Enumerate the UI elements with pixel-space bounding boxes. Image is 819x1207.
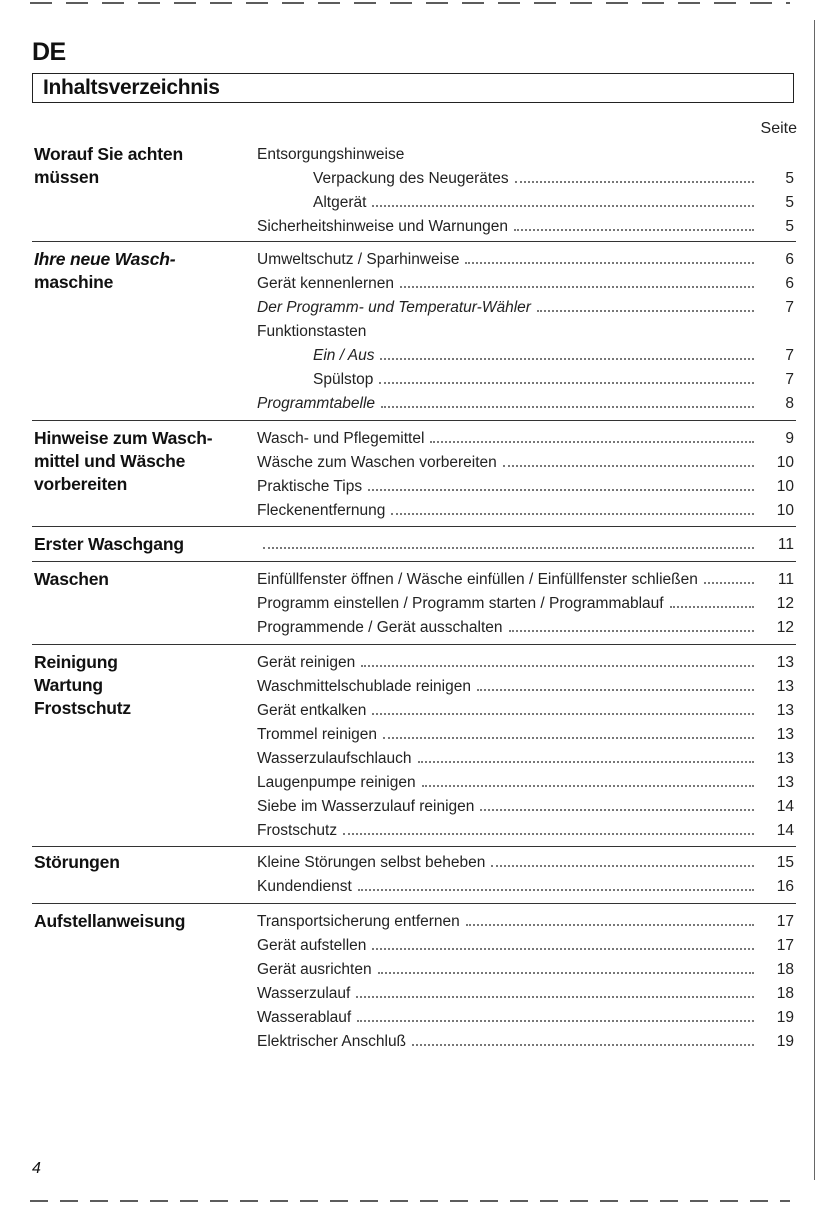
dot-leader bbox=[418, 761, 755, 763]
entry-label: Trommel reinigen bbox=[257, 726, 378, 743]
title-box bbox=[32, 73, 794, 103]
entry-label: Siebe im Wasserzulauf reinigen bbox=[257, 798, 475, 815]
dot-leader bbox=[372, 205, 754, 207]
section-divider bbox=[32, 561, 796, 562]
toc-entry[interactable] bbox=[257, 851, 794, 875]
entry-label: Programm einstellen / Programm starten / Programmablauf bbox=[257, 595, 664, 612]
page-number: 4 bbox=[32, 1160, 41, 1177]
entry-label: Gerät entkalken bbox=[257, 702, 367, 719]
dot-leader bbox=[368, 489, 754, 491]
toc-entry[interactable] bbox=[257, 592, 794, 616]
section-heading bbox=[34, 651, 131, 720]
entry-label: Wasserablauf bbox=[257, 1009, 352, 1026]
toc-entry[interactable] bbox=[257, 1030, 794, 1054]
entry-label: Funktionstasten bbox=[257, 323, 367, 340]
entry-page-number: 5 bbox=[785, 170, 794, 187]
section-heading-line: Wartung bbox=[34, 675, 103, 695]
dot-leader bbox=[381, 406, 754, 408]
toc-entry[interactable] bbox=[257, 272, 794, 296]
toc-entry[interactable] bbox=[257, 723, 794, 747]
toc-entry[interactable] bbox=[257, 451, 794, 475]
scan-edge-right bbox=[814, 20, 815, 1180]
section-heading bbox=[34, 248, 175, 294]
entry-label: Gerät reinigen bbox=[257, 654, 356, 671]
entry-label: Praktische Tips bbox=[257, 478, 363, 495]
section-heading bbox=[34, 568, 109, 591]
toc-entry[interactable] bbox=[257, 875, 794, 899]
toc-entry[interactable] bbox=[257, 1006, 794, 1030]
entry-page-number: 7 bbox=[785, 371, 794, 388]
dot-leader bbox=[356, 996, 754, 998]
toc-entry[interactable] bbox=[257, 167, 794, 191]
section-heading bbox=[34, 143, 183, 189]
entry-label: Gerät aufstellen bbox=[257, 937, 367, 954]
entry-label: Der Programm- und Temperatur-Wähler bbox=[257, 299, 531, 316]
dot-leader bbox=[412, 1044, 754, 1046]
toc-entry[interactable] bbox=[257, 248, 794, 272]
entry-page-number: 18 bbox=[776, 985, 794, 1002]
section-heading-line: vorbereiten bbox=[34, 474, 128, 494]
toc-entry[interactable] bbox=[257, 958, 794, 982]
section-heading-line: Frostschutz bbox=[34, 698, 131, 718]
section-heading-line: Hinweise zum Wasch- bbox=[34, 428, 213, 448]
toc-entry[interactable] bbox=[257, 499, 794, 523]
entry-label: Frostschutz bbox=[257, 822, 338, 839]
entry-label: Programmende / Gerät ausschalten bbox=[257, 619, 503, 636]
toc-entry[interactable] bbox=[257, 344, 794, 368]
entry-list bbox=[257, 143, 794, 239]
entry-page-number: 11 bbox=[777, 536, 794, 553]
dot-leader bbox=[358, 889, 754, 891]
entry-page-number: 11 bbox=[777, 571, 794, 588]
entry-label: Ein / Aus bbox=[313, 347, 375, 364]
toc-entry[interactable] bbox=[257, 934, 794, 958]
dot-leader bbox=[491, 865, 754, 867]
entry-page-number: 12 bbox=[776, 619, 794, 636]
section-heading-line: Reinigung bbox=[34, 652, 118, 672]
toc-entry[interactable] bbox=[257, 675, 794, 699]
scan-edge-bottom bbox=[30, 1200, 790, 1202]
section-heading bbox=[34, 851, 120, 874]
dot-leader bbox=[343, 833, 754, 835]
entry-page-number: 5 bbox=[785, 194, 794, 211]
toc-entry[interactable] bbox=[257, 533, 794, 557]
dot-leader bbox=[400, 286, 754, 288]
entry-label: Kleine Störungen selbst beheben bbox=[257, 854, 486, 871]
entry-page-number: 7 bbox=[785, 299, 794, 316]
dot-leader bbox=[503, 465, 754, 467]
toc-entry[interactable] bbox=[257, 215, 794, 239]
dot-leader bbox=[391, 513, 754, 515]
toc-entry[interactable] bbox=[257, 651, 794, 675]
dot-leader bbox=[670, 606, 754, 608]
entry-label: Elektrischer Anschluß bbox=[257, 1033, 407, 1050]
entry-page-number: 17 bbox=[776, 937, 794, 954]
entry-label: Wasserzulaufschlauch bbox=[257, 750, 412, 767]
entry-page-number: 15 bbox=[776, 854, 794, 871]
toc-entry[interactable] bbox=[257, 320, 794, 344]
entry-page-number: 14 bbox=[776, 798, 794, 815]
dot-leader bbox=[509, 630, 754, 632]
section-divider bbox=[32, 846, 796, 847]
page-title: Inhaltsverzeichnis bbox=[43, 76, 220, 99]
entry-page-number: 6 bbox=[785, 275, 794, 292]
entry-list bbox=[257, 910, 794, 1054]
toc-entry[interactable] bbox=[257, 982, 794, 1006]
entry-page-number: 9 bbox=[785, 430, 794, 447]
toc-entry[interactable] bbox=[257, 368, 794, 392]
entry-page-number: 10 bbox=[776, 454, 794, 471]
dot-leader bbox=[357, 1020, 754, 1022]
entry-page-number: 17 bbox=[776, 913, 794, 930]
entry-label: Wäsche zum Waschen vorbereiten bbox=[257, 454, 497, 471]
entry-label: Umweltschutz / Sparhinweise bbox=[257, 251, 460, 268]
toc-entry[interactable] bbox=[257, 392, 794, 416]
dot-leader bbox=[477, 689, 754, 691]
dot-leader bbox=[515, 181, 754, 183]
entry-list bbox=[257, 651, 794, 843]
section-heading-line: Aufstellanweisung bbox=[34, 911, 186, 931]
entry-page-number: 5 bbox=[785, 218, 794, 235]
dot-leader bbox=[378, 972, 754, 974]
toc-entry[interactable] bbox=[257, 296, 794, 320]
entry-page-number: 16 bbox=[776, 878, 794, 895]
entry-list bbox=[257, 533, 794, 557]
toc-entry[interactable] bbox=[257, 819, 794, 843]
entry-page-number: 19 bbox=[776, 1009, 794, 1026]
dot-leader bbox=[372, 948, 754, 950]
dot-leader bbox=[372, 713, 754, 715]
section-heading-line: müssen bbox=[34, 167, 99, 187]
toc-entry[interactable] bbox=[257, 771, 794, 795]
section-divider bbox=[32, 526, 796, 527]
entry-label: Transportsicherung entfernen bbox=[257, 913, 460, 930]
dot-leader bbox=[537, 310, 754, 312]
scan-edge-top bbox=[30, 2, 790, 4]
dot-leader bbox=[465, 262, 754, 264]
entry-label: Gerät kennenlernen bbox=[257, 275, 395, 292]
entry-page-number: 12 bbox=[776, 595, 794, 612]
section-divider bbox=[32, 420, 796, 421]
entry-label: Spülstop bbox=[313, 371, 374, 388]
entry-label: Entsorgungshinweise bbox=[257, 146, 405, 163]
entry-list bbox=[257, 248, 794, 416]
section-heading-line: Ihre neue Wasch- bbox=[34, 249, 176, 269]
section-divider bbox=[32, 241, 796, 242]
toc-entry[interactable] bbox=[257, 143, 794, 167]
entry-list bbox=[257, 851, 794, 899]
page-column-label: Seite bbox=[760, 120, 797, 137]
section-heading-line: Erster Waschgang bbox=[34, 534, 184, 554]
language-code: DE bbox=[32, 38, 66, 66]
section-heading bbox=[34, 533, 184, 556]
dot-leader bbox=[704, 582, 754, 584]
section-heading-line: maschine bbox=[34, 272, 114, 292]
section-heading bbox=[34, 910, 185, 933]
entry-page-number: 13 bbox=[776, 654, 794, 671]
dot-leader bbox=[430, 441, 754, 443]
section-heading-line: Waschen bbox=[34, 569, 109, 589]
toc-entry[interactable] bbox=[257, 427, 794, 451]
entry-list bbox=[257, 568, 794, 640]
dot-leader bbox=[514, 229, 754, 231]
dot-leader bbox=[379, 382, 754, 384]
section-divider bbox=[32, 903, 796, 904]
dot-leader bbox=[380, 358, 754, 360]
toc-entry[interactable] bbox=[257, 795, 794, 819]
section-heading-line: Worauf Sie achten bbox=[34, 144, 183, 164]
entry-page-number: 13 bbox=[776, 726, 794, 743]
entry-page-number: 10 bbox=[776, 502, 794, 519]
entry-list bbox=[257, 427, 794, 523]
entry-label: Einfüllfenster öffnen / Wäsche einfüllen / Einfüllfenster schließen bbox=[257, 571, 698, 588]
section-divider bbox=[32, 644, 796, 645]
dot-leader bbox=[480, 809, 754, 811]
dot-leader bbox=[361, 665, 754, 667]
entry-page-number: 7 bbox=[785, 347, 794, 364]
toc-entry[interactable] bbox=[257, 699, 794, 723]
section-heading-line: mittel und Wäsche bbox=[34, 451, 186, 471]
entry-page-number: 6 bbox=[785, 251, 794, 268]
entry-page-number: 13 bbox=[776, 774, 794, 791]
entry-page-number: 14 bbox=[776, 822, 794, 839]
toc-entry[interactable] bbox=[257, 910, 794, 934]
dot-leader bbox=[466, 924, 754, 926]
entry-label: Programmtabelle bbox=[257, 395, 376, 412]
entry-label: Sicherheitshinweise und Warnungen bbox=[257, 218, 509, 235]
dot-leader bbox=[422, 785, 754, 787]
entry-label: Waschmittelschublade reinigen bbox=[257, 678, 471, 695]
toc-entry[interactable] bbox=[257, 616, 794, 640]
toc-entry[interactable] bbox=[257, 568, 794, 592]
entry-page-number: 10 bbox=[776, 478, 794, 495]
entry-label: Gerät ausrichten bbox=[257, 961, 372, 978]
entry-label: Laugenpumpe reinigen bbox=[257, 774, 416, 791]
entry-page-number: 13 bbox=[776, 678, 794, 695]
toc-entry[interactable] bbox=[257, 475, 794, 499]
toc-entry[interactable] bbox=[257, 747, 794, 771]
dot-leader bbox=[263, 547, 754, 549]
entry-page-number: 18 bbox=[776, 961, 794, 978]
entry-page-number: 8 bbox=[785, 395, 794, 412]
entry-label: Verpackung des Neugerätes bbox=[313, 170, 509, 187]
entry-label: Kundendienst bbox=[257, 878, 352, 895]
toc-entry[interactable] bbox=[257, 191, 794, 215]
section-heading bbox=[34, 427, 212, 496]
section-heading-line: Störungen bbox=[34, 852, 120, 872]
entry-page-number: 13 bbox=[776, 750, 794, 767]
entry-page-number: 13 bbox=[776, 702, 794, 719]
entry-label: Fleckenentfernung bbox=[257, 502, 386, 519]
dot-leader bbox=[383, 737, 754, 739]
entry-page-number: 19 bbox=[776, 1033, 794, 1050]
entry-label: Wasch- und Pflegemittel bbox=[257, 430, 425, 447]
entry-label: Wasserzulauf bbox=[257, 985, 351, 1002]
entry-label: Altgerät bbox=[313, 194, 367, 211]
